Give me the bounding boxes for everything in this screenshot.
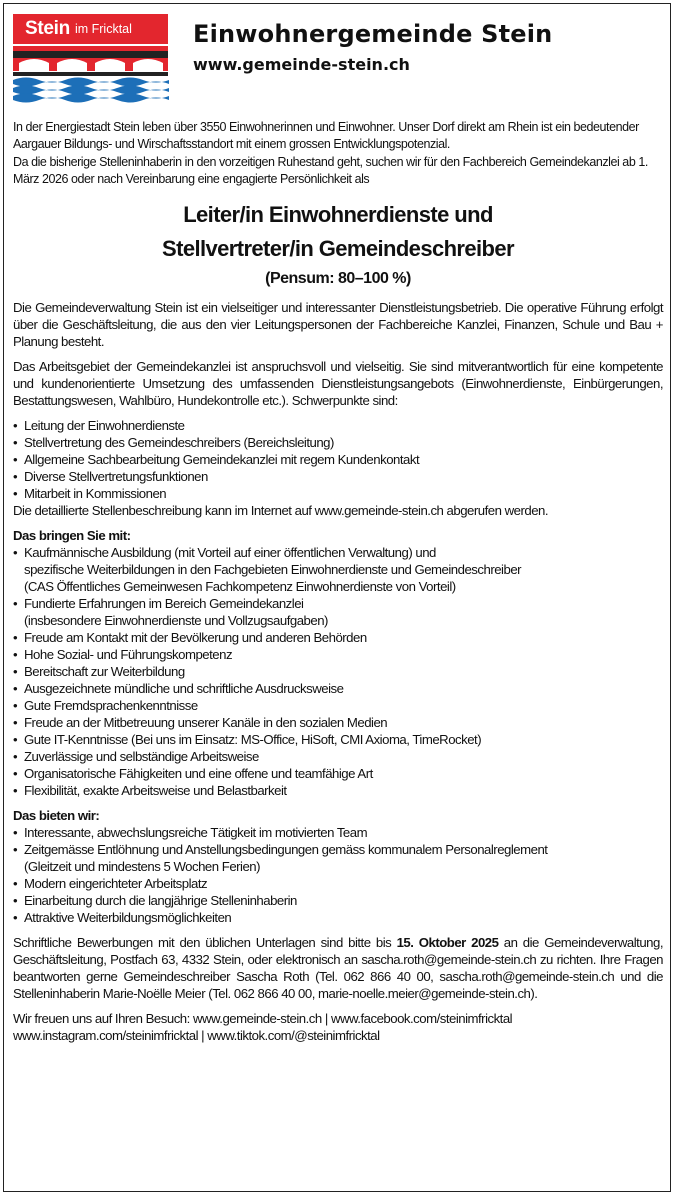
list-item: • Freude an der Mitbetreuung unserer Kanäle in den sozialen Medien: [13, 714, 663, 731]
application-deadline: 15. Oktober 2025: [396, 934, 499, 950]
list-item: • Hohe Sozial- und Führungskompetenz: [13, 646, 663, 663]
list-item: • Stellvertretung des Gemeindeschreibers (Bereichsleitung): [13, 434, 663, 451]
offer-heading: Das bieten wir:: [13, 807, 100, 823]
list-item: • Mitarbeit in Kommissionen: [13, 485, 663, 502]
application-text-after: an die Gemeindeverwaltung, Geschäftsleitung, Postfach 63, 4332 Stein, oder elektronisch an sascha.roth@gemeinde-stein.ch zu richten. Ihre Fragen beantworten gerne Gemeindeschreiber Sascha Roth (Tel. 062 866 40 00, sascha.roth@gemeinde-stein.ch und die Stelleninhaberin Marie-Noëlle Meier (Tel. 062 866 40 00, marie-noelle.meier@gemeinde-stein.ch).: [13, 934, 663, 1001]
footer-links: [13, 1010, 663, 1044]
footer-line-1[interactable]: Wir freuen uns auf Ihren Besuch: www.gemeinde-stein.ch | www.facebook.com/steinimfricktal: [13, 1010, 513, 1026]
footer-line-2[interactable]: www.instagram.com/steinimfricktal | www.tiktok.com/@steinimfricktal: [13, 1027, 380, 1043]
list-item: • Allgemeine Sachbearbeitung Gemeindekanzlei mit regem Kundenkontakt: [13, 451, 663, 468]
list-item: • Modern eingerichteter Arbeitsplatz: [13, 875, 663, 892]
requirements-heading: Das bringen Sie mit:: [13, 527, 131, 543]
body-paragraph-2: Das Arbeitsgebiet der Gemeindekanzlei ist anspruchsvoll und vielseitig. Sie sind mitverantwortlich für eine kompetente und kundenorientierte Umsetzung des umfassenden Dienstleistungsangebots (Einwohnerdienste, Einbürgerungen, Bestattungswesen, Wahlbüro, Hundekontrolle etc.). Schwerpunkte sind:: [13, 358, 663, 408]
list-item: • Gute IT-Kenntnisse (Bei uns im Einsatz: MS-Office, HiSoft, CMI Axioma, TimeRocket): [13, 731, 663, 748]
list-item: • Attraktive Weiterbildungsmöglichkeiten: [13, 909, 663, 926]
body-paragraph-1: Die Gemeindeverwaltung Stein ist ein vielseitiger und interessanter Dienstleistungsbetrieb. Die operative Führung erfolgt über die Geschäftsleitung, die aus den vier Leitungspersonen der Fachbereiche Kanzlei, Finanzen, Schule und Bau + Planung besteht.: [13, 299, 663, 349]
requirements-list: [13, 544, 663, 799]
job-title: [13, 198, 663, 266]
list-item: • Freude am Kontakt mit der Bevölkerung und anderen Behörden: [13, 629, 663, 646]
job-posting-content: [13, 119, 663, 1044]
list-item: • Diverse Stellvertretungsfunktionen: [13, 468, 663, 485]
list-item: • Flexibilität, exakte Arbeitsweise und Belastbarkeit: [13, 782, 663, 799]
application-text-before: Schriftliche Bewerbungen mit den üblichen Unterlagen sind bitte bis: [13, 934, 397, 950]
application-paragraph: [13, 934, 663, 1002]
focus-list: [13, 417, 663, 502]
job-title-line-1: Leiter/in Einwohnerdienste und: [183, 201, 493, 227]
list-item: • Fundierte Erfahrungen im Bereich Gemeindekanzlei (insbesondere Einwohnerdienste und Vollzugsaufgaben): [13, 595, 663, 629]
job-pensum: (Pensum: 80–100 %): [265, 269, 411, 287]
list-item: • Ausgezeichnete mündliche und schriftliche Ausdrucksweise: [13, 680, 663, 697]
municipality-logo: [13, 14, 173, 104]
logo-text-sub: im Fricktal: [74, 22, 132, 36]
list-item: • Zuverlässige und selbständige Arbeitsweise: [13, 748, 663, 765]
list-item: • Einarbeitung durch die langjährige Stelleninhaberin: [13, 892, 663, 909]
list-item: • Organisatorische Fähigkeiten und eine offene und teamfähige Art: [13, 765, 663, 782]
header: [0, 0, 676, 112]
list-item: • Zeitgemässe Entlöhnung und Anstellungsbedingungen gemäss kommunalem Personalreglement (Gleitzeit und mindestens 5 Wochen Ferien): [13, 841, 663, 875]
organization-website[interactable]: www.gemeinde-stein.ch: [193, 55, 410, 74]
logo-text-main: Stein: [25, 18, 70, 39]
offer-list: [13, 824, 663, 926]
list-item: • Kaufmännische Ausbildung (mit Vorteil auf einer öffentlichen Verwaltung) und spezifische Weiterbildungen in den Fachgebieten Einwohnerdienste und Gemeindeschreiber (CAS Öffentliches Gemeinwesen Fachkompetenz Einwohnerdienste von Vorteil): [13, 544, 663, 595]
list-item: • Bereitschaft zur Weiterbildung: [13, 663, 663, 680]
intro-paragraph-2: Da die bisherige Stelleninhaberin in den vorzeitigen Ruhestand geht, suchen wir für den Fachbereich Gemeindekanzlei ab 1. März 2026 oder nach Vereinbarung eine engagierte Persönlichkeit als: [13, 154, 648, 187]
organization-name: Einwohnergemeinde Stein: [193, 20, 553, 48]
list-item: • Interessante, abwechslungsreiche Tätigkeit im motivierten Team: [13, 824, 663, 841]
list-item: • Gute Fremdsprachenkenntnisse: [13, 697, 663, 714]
logo-wordmark: [13, 14, 168, 44]
job-title-line-2: Stellvertreter/in Gemeindeschreiber: [162, 235, 514, 261]
intro-paragraph-1: In der Energiestadt Stein leben über 3550 Einwohnerinnen und Einwohner. Unser Dorf direkt am Rhein ist ein bedeutender Aargauer Bildungs- und Wirschaftsstandort mit einem grossen Entwicklungspotenzial.: [13, 120, 639, 152]
list-item: • Leitung der Einwohnerdienste: [13, 417, 663, 434]
description-note: Die detaillierte Stellenbeschreibung kann im Internet auf www.gemeinde-stein.ch abgerufen werden.: [13, 502, 549, 518]
